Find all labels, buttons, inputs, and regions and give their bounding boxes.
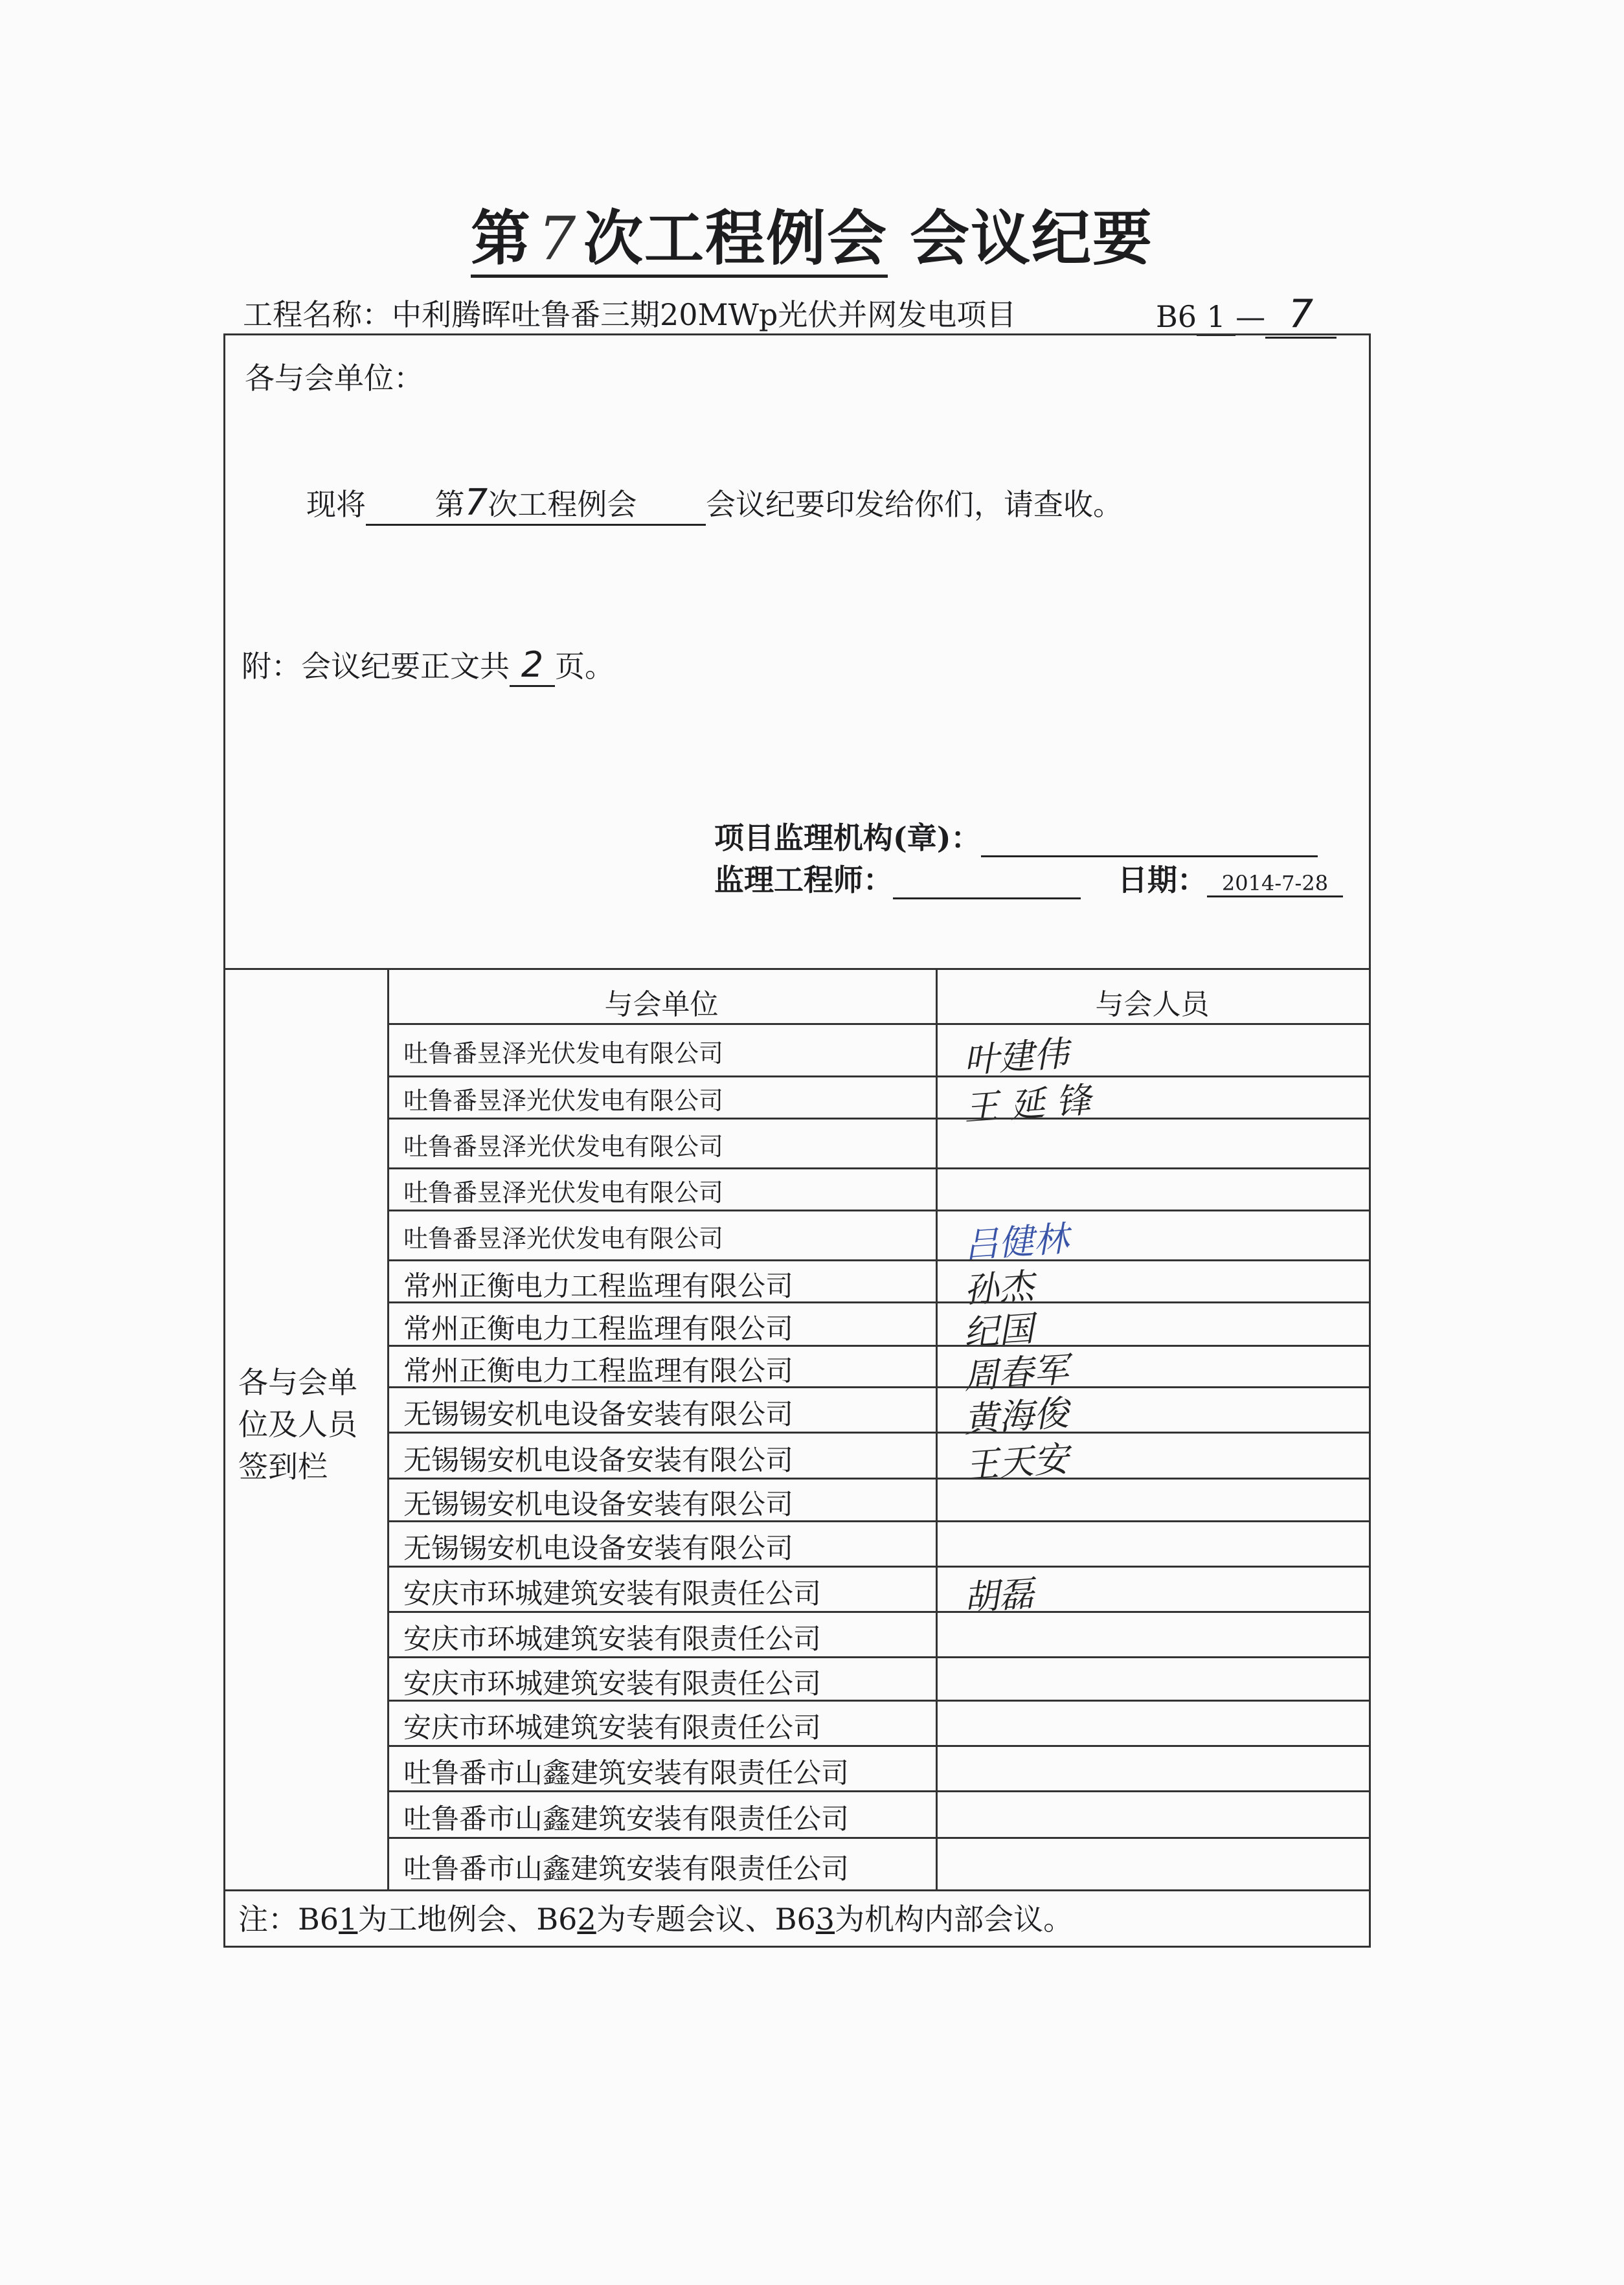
row-divider [387, 1790, 1369, 1792]
note-code: 2 [577, 1902, 596, 1937]
row-unit: 常州正衡电力工程监理有限公司 [403, 1312, 793, 1345]
notice-lead: 现将 [306, 487, 366, 522]
row-unit: 无锡锡安机电设备安装有限公司 [403, 1533, 793, 1565]
attach-prefix: 附：会议纪要正文共 [242, 649, 510, 684]
fill-number: 7 [464, 482, 488, 524]
document-title [0, 191, 1624, 276]
row-divider [387, 1118, 1369, 1120]
row-signature: 纪国 [962, 1307, 1035, 1354]
code-dash: — [1235, 299, 1266, 334]
row-signature: 胡磊 [962, 1573, 1035, 1619]
row-divider [387, 1386, 1369, 1388]
meeting-number: 7 [537, 204, 578, 273]
row-unit: 无锡锡安机电设备安装有限公司 [403, 1399, 793, 1431]
note-part: 为工地例会、B6 [357, 1902, 578, 1937]
engineer-label: 监理工程师： [714, 862, 893, 897]
row-unit: 吐鲁番昱泽光伏发电有限公司 [403, 1039, 724, 1068]
row-unit: 吐鲁番昱泽光伏发电有限公司 [403, 1178, 724, 1207]
side-label-line: 签到栏 [238, 1449, 328, 1484]
notice-rest: 会议纪要印发给你们，请查收。 [706, 487, 1123, 522]
title-middle: 次工程例会 [583, 204, 888, 273]
col-header-unit: 与会单位 [604, 988, 719, 1021]
row-divider [387, 1611, 1369, 1613]
row-unit: 安庆市环城建筑安装有限责任公司 [403, 1623, 821, 1656]
row-divider [387, 1837, 1369, 1839]
attach-pages: 2 [510, 644, 555, 687]
engineer-line [714, 857, 1081, 899]
notice-sentence [306, 481, 1123, 526]
row-divider [387, 1210, 1369, 1211]
row-signature: 周春军 [962, 1349, 1070, 1397]
notice-fill [366, 481, 706, 526]
row-divider [387, 1301, 1369, 1303]
note-divider [225, 1889, 1369, 1891]
date-label: 日期： [1118, 862, 1207, 897]
row-divider [387, 1167, 1369, 1169]
row-divider [387, 1023, 1369, 1025]
org-seal-line [714, 815, 1318, 857]
note-part: 为机构内部会议。 [835, 1902, 1074, 1937]
note-code: 1 [339, 1902, 358, 1937]
row-signature: 黄海俊 [962, 1392, 1070, 1441]
minutes-form [223, 333, 1371, 1948]
row-divider [387, 1478, 1369, 1480]
note-part: 为专题会议、B6 [596, 1902, 816, 1937]
date-value: 2014-7-28 [1207, 871, 1343, 897]
code-prefix: B6 [1156, 299, 1197, 334]
row-unit: 吐鲁番昱泽光伏发电有限公司 [403, 1086, 724, 1115]
note-code: 3 [815, 1902, 835, 1937]
project-name: 中利腾晖吐鲁番三期20MWp光伏并网发电项目 [392, 297, 1017, 332]
signin-side-label [238, 1362, 357, 1488]
row-unit: 安庆市环城建筑安装有限责任公司 [403, 1578, 821, 1610]
row-signature: 孙杰 [962, 1265, 1035, 1311]
row-divider [387, 1520, 1369, 1522]
project-line [243, 291, 1016, 334]
row-unit: 安庆市环城建筑安装有限责任公司 [403, 1667, 821, 1700]
row-divider [387, 1259, 1369, 1261]
date-line [1118, 857, 1343, 899]
row-divider [387, 1656, 1369, 1658]
row-divider [387, 1700, 1369, 1702]
row-signature: 叶建伟 [962, 1032, 1070, 1081]
row-unit: 吐鲁番市山鑫建筑安装有限责任公司 [403, 1852, 849, 1885]
title-suffix: 会议纪要 [888, 204, 1154, 273]
code-type: 1 [1197, 299, 1235, 336]
people-column-line [936, 968, 938, 1889]
row-unit: 吐鲁番市山鑫建筑安装有限责任公司 [403, 1803, 849, 1836]
row-divider [387, 1075, 1369, 1077]
recipients-label: 各与会单位： [245, 361, 423, 396]
row-unit: 吐鲁番昱泽光伏发电有限公司 [403, 1132, 724, 1161]
row-divider [387, 1745, 1369, 1747]
row-unit: 无锡锡安机电设备安装有限公司 [403, 1489, 793, 1521]
section-divider [225, 968, 1369, 970]
note-part: 注：B6 [238, 1902, 339, 1937]
row-divider [387, 1566, 1369, 1568]
fill-suffix: 次工程例会 [488, 487, 637, 522]
footnote [238, 1896, 1073, 1939]
col-header-people: 与会人员 [1095, 988, 1210, 1021]
row-unit: 常州正衡电力工程监理有限公司 [403, 1355, 793, 1388]
fill-prefix: 第 [434, 487, 465, 522]
project-label: 工程名称： [243, 297, 392, 332]
attachment-line [242, 643, 615, 687]
row-divider [387, 1432, 1369, 1434]
row-signature: 王天安 [962, 1437, 1070, 1487]
code-number: 7 [1265, 291, 1336, 339]
side-column-line [387, 968, 389, 1889]
org-seal-label: 项目监理机构(章)： [714, 820, 981, 855]
row-signature: 王 延 锋 [962, 1079, 1092, 1129]
row-unit: 吐鲁番昱泽光伏发电有限公司 [403, 1224, 724, 1253]
side-label-line: 位及人员 [238, 1407, 357, 1442]
row-divider [387, 1345, 1369, 1347]
row-unit: 无锡锡安机电设备安装有限公司 [403, 1444, 793, 1477]
row-signature: 吕健林 [962, 1217, 1070, 1266]
row-unit: 吐鲁番市山鑫建筑安装有限责任公司 [403, 1757, 849, 1790]
side-label-line: 各与会单 [238, 1365, 357, 1400]
row-unit: 常州正衡电力工程监理有限公司 [403, 1270, 793, 1303]
document-code [1156, 291, 1336, 339]
row-unit: 安庆市环城建筑安装有限责任公司 [403, 1712, 821, 1744]
title-prefix: 第 [470, 204, 532, 273]
attach-suffix: 页。 [555, 649, 615, 684]
